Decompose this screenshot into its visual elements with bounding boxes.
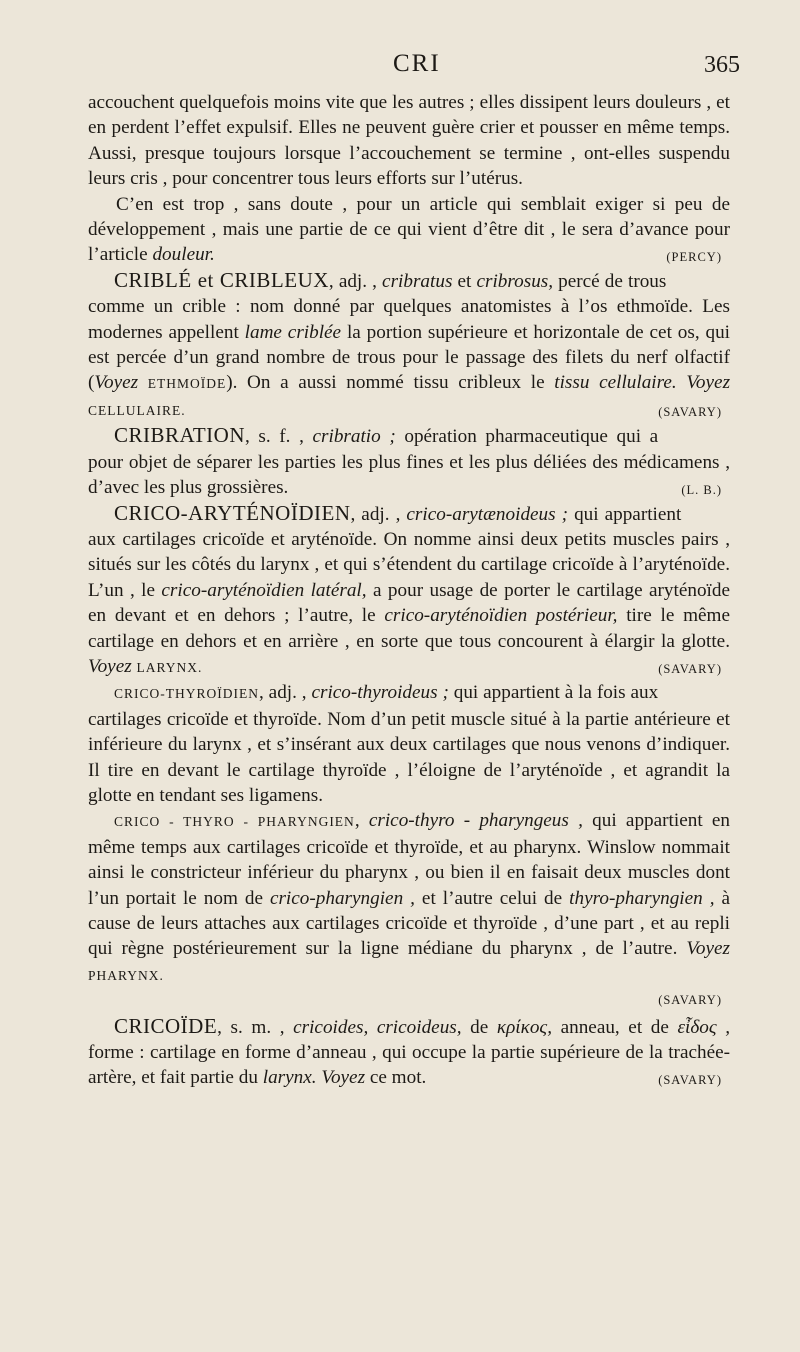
entry-crico-thyro-pharyngien: CRICO - THYRO - PHARYNGIEN, crico-thyro - pharyngeus , qui appartient en même temps aux cartilages cricoïde et thyroïde, et au pharynx. Winslow nommait ainsi le constricteur inférieur du pharynx , ou bien il en faisait deux muscles dont l’un portait le nom de crico-pharyngien , et l’autre celui de thyro-pharyngien , à cause de leurs attaches aux cartilages cricoïde et thyroïde , d’une part , et au repli qui règne postérieurement sur la ligne médiane du pharynx , de l’autre. Voyez PHARYNX. (88, 810, 731, 983)
entry-crico-thyroidien: CRICO-THYROÏDIEN, adj. , crico-thyroideus ; qui appartient à la fois aux cartilages cricoïde et thyroïde. Nom d’un petit muscle situé à la partie antérieure et inférieure du larynx , et s’insérant aux deux cartilages que nous venons d’indiquer. Il tire en devant le cartilage thyroïde , l’éloigne de l’aryténoïde , et agrandit la glotte en tendant ses ligamens. (88, 682, 730, 806)
source-attribution: (L. B.) (681, 483, 722, 498)
entry-crible: CRIBLÉ et CRIBLEUX, adj. , cribratus et cribrosus, percé de trous comme un crible : nom donné par quelques anatomistes à l’os ethmoïde. Les modernes appellent lame criblée la portion supérieure et horizontale de cet os, qui est percée d’un grand nombre de trous pour le passage des filets du nerf olfactif (Voyez ETHMOÏDE). On a aussi nommé tissu cribleux le tissu cellulaire. Voyez CELLULAIRE. (SAVARY) (88, 268, 730, 423)
paragraph-closing: C’en est trop , sans doute , pour un article qui semblait exiger si peu de développement , mais une partie de ce qui vient d’être dit , le sera d’avance pour l’article douleur. (PERCY) (88, 192, 730, 268)
entry-cribration: CRIBRATION, s. f. , cribratio ; opération pharmaceutique qui a pour objet de séparer les parties les plus fines et les plus déliées des médicamens , d’avec les plus grossières. (L. B.) (88, 423, 730, 500)
running-header (88, 50, 740, 90)
source-attribution: (SAVARY) (658, 993, 722, 1008)
paragraph-continuation: accouchent quelquefois moins vite que les autres ; elles dissipent leurs douleurs , et en perdent l’effet expulsif. Elles ne peuvent guère crier et pousser en même temps. Aussi, presque toujours lorsque l’accouchement se termine , ont-elles suspendu leurs cris , pour concentrer tous leurs efforts sur l’utérus. (88, 92, 730, 190)
entry-headword: CRIBRATION (114, 423, 246, 448)
entry-headword: CRICOÏDE (114, 1013, 218, 1038)
entry-headword: CRIBLÉ et CRIBLEUX (114, 267, 329, 292)
source-attribution: (SAVARY) (658, 404, 722, 419)
source-attribution: (SAVARY) (658, 1073, 722, 1088)
source-attribution: (PERCY) (666, 250, 722, 265)
entry-cricoide: CRICOÏDE, s. m. , cricoides, cricoideus, de κρίκος, anneau, et de εἶδος , forme : cartilage en forme d’anneau , qui occupe la partie supérieure de la trachée-artère, et fait partie du larynx. Voyez ce mot. (SAVARY) (88, 1014, 730, 1091)
entry-headword: CRICO-THYROÏDIEN (114, 686, 259, 702)
body-text (88, 90, 730, 1091)
entry-headword: CRICO - THYRO - PHARYNGIEN (114, 814, 355, 830)
source-attribution: (SAVARY) (658, 661, 722, 676)
page-number: 365 (704, 52, 740, 78)
entry-headword: CRICO-ARYTÉNOÏDIEN (114, 500, 351, 525)
running-head-word: CRI (393, 50, 441, 77)
entry-crico-arytenoidien: CRICO-ARYTÉNOÏDIEN, adj. , crico-arytænoideus ; qui appartient aux cartilages cricoïde et aryténoïde. On nomme ainsi deux petits muscles pairs , situés sur les côtés du larynx , et qui s’étendent du cartilage cricoïde à l’aryténoïde. L’un , le crico-aryténoïdien latéral, a pour usage de porter le cartilage aryténoïde en devant et en dehors ; l’autre, le crico-aryténoïdien postérieur, tire le même cartilage en dehors et en arrière , en sorte que tous concourent à élargir la glotte. Voyez LARYNX. (SAVARY) (88, 501, 730, 681)
